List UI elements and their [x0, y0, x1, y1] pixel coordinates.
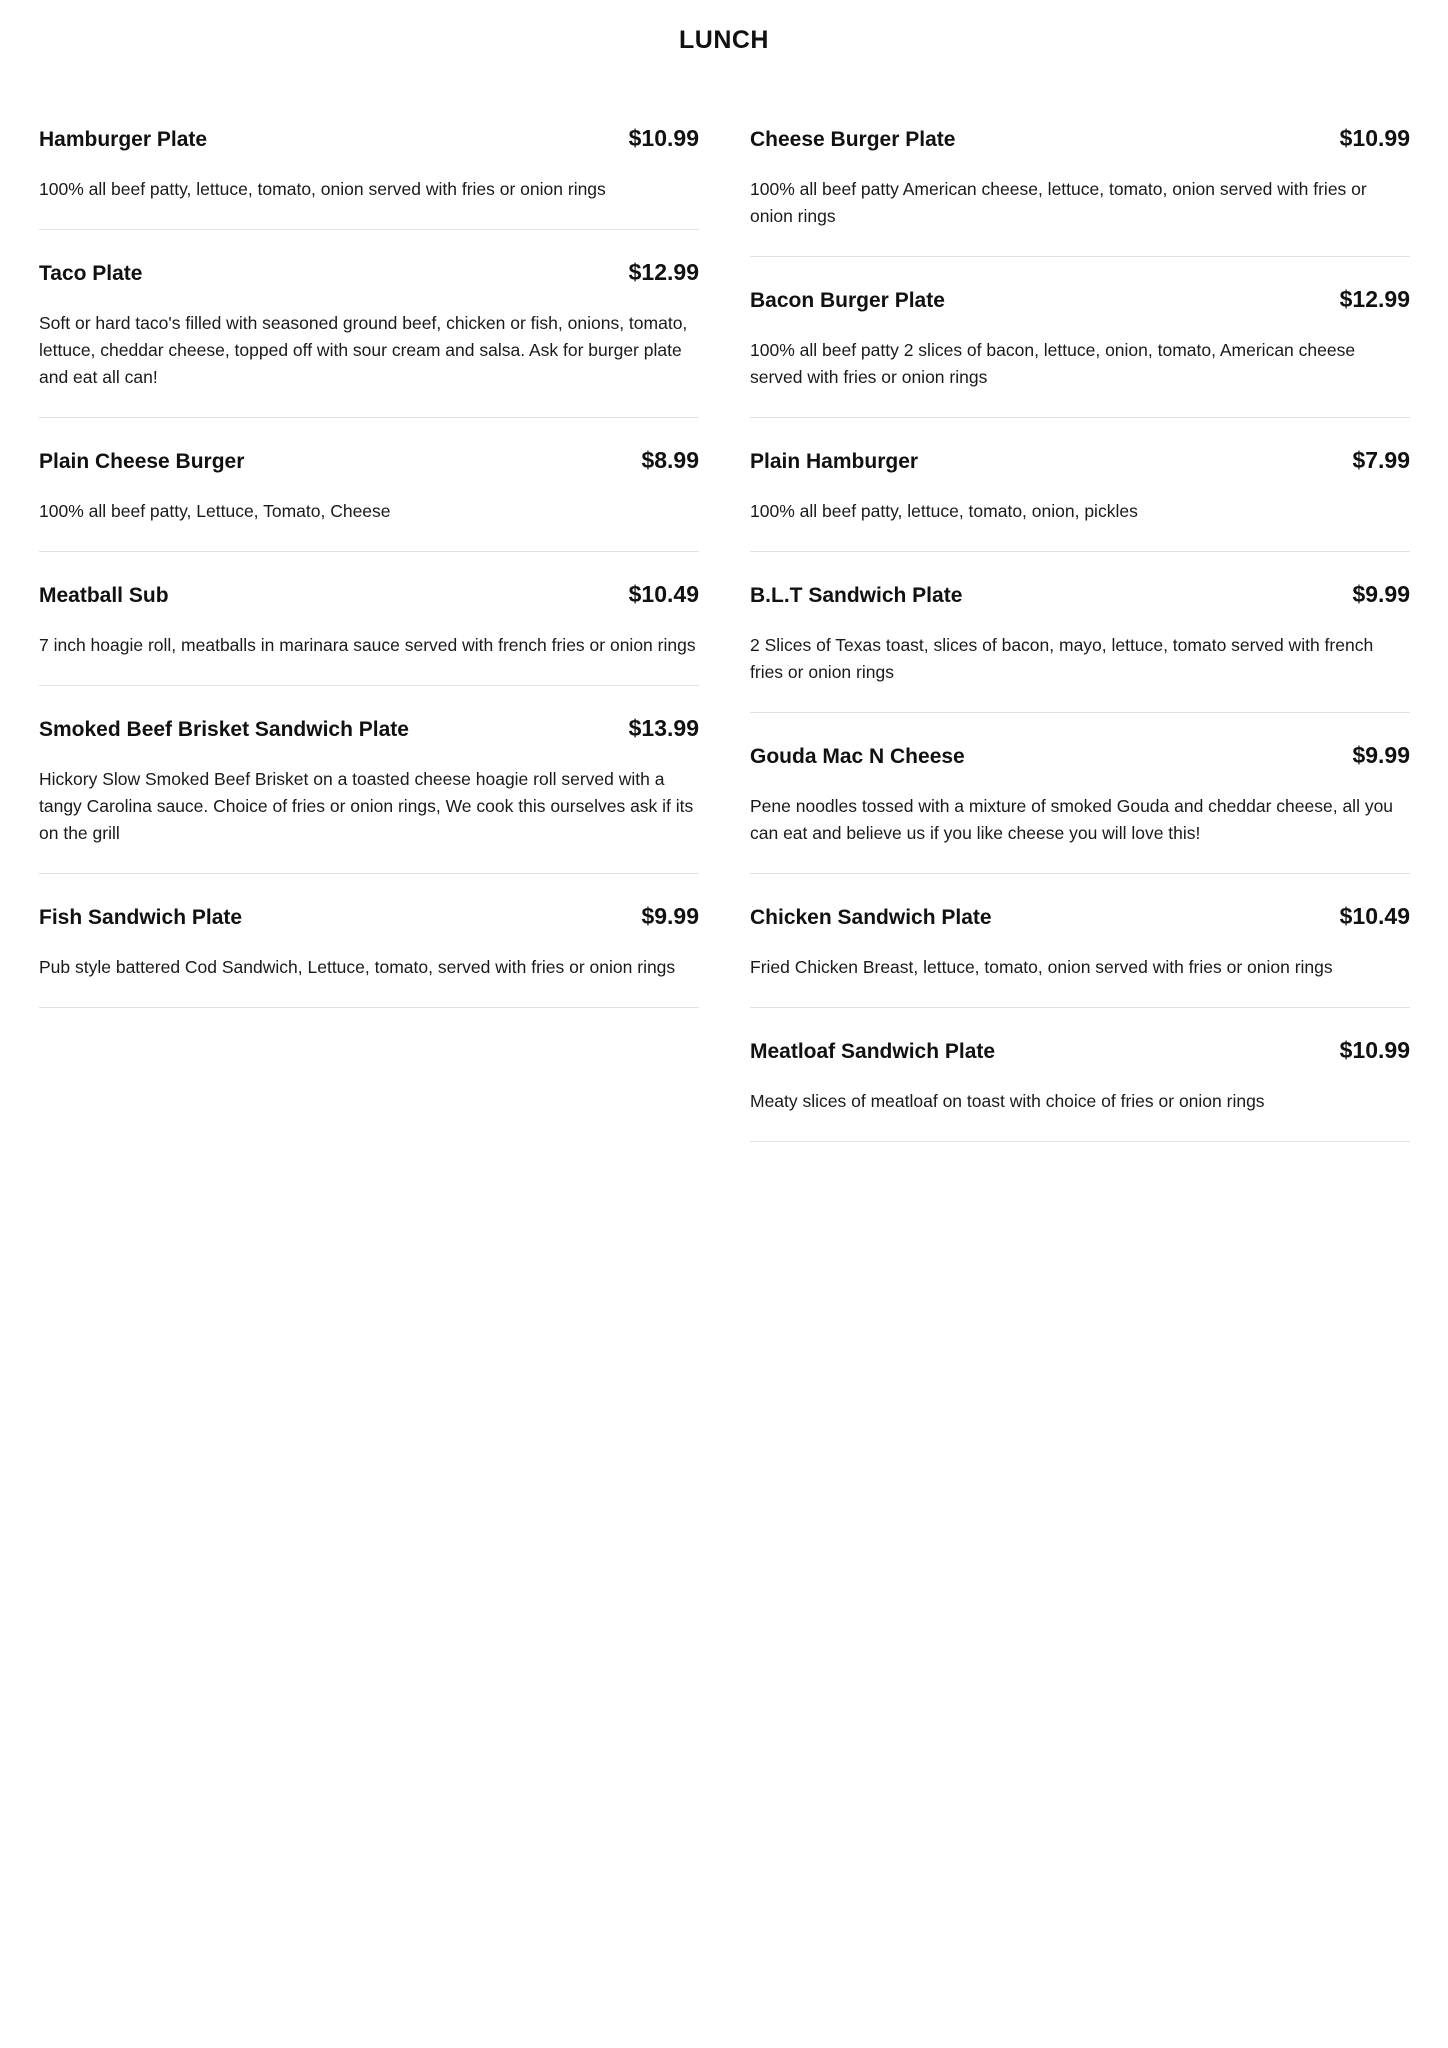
menu-item	[750, 1008, 1410, 1142]
menu-title: LUNCH	[679, 26, 769, 54]
menu-item-name: Meatloaf Sandwich Plate	[750, 1040, 996, 1063]
menu-item-price: $10.49	[628, 581, 699, 607]
menu-item	[39, 686, 699, 874]
menu-item-description: 100% all beef patty, lettuce, tomato, onion served with fries or onion rings	[39, 179, 606, 199]
menu-item-header	[750, 285, 1410, 315]
menu-item-price: $10.99	[1339, 1037, 1410, 1063]
menu-item-description: Meaty slices of meatloaf on toast with choice of fries or onion rings	[750, 1091, 1265, 1111]
menu-item-price: $10.99	[628, 125, 699, 151]
menu-column-left	[39, 96, 699, 1142]
menu-item-header	[39, 446, 699, 476]
menu-item-header	[750, 580, 1410, 610]
menu-item-name: Fish Sandwich Plate	[39, 906, 243, 929]
menu-item	[750, 713, 1410, 874]
menu-item-price: $12.99	[628, 259, 699, 285]
menu-item-name: Plain Cheese Burger	[39, 450, 245, 473]
menu-item-description: Pene noodles tossed with a mixture of smoked Gouda and cheddar cheese, all you can eat and believe us if you like cheese you will love this!	[750, 796, 1394, 843]
menu-item	[39, 552, 699, 686]
menu-item-description: Pub style battered Cod Sandwich, Lettuce, tomato, served with fries or onion rings	[39, 957, 676, 977]
menu-item	[39, 96, 699, 230]
menu-item-price: $10.49	[1339, 903, 1410, 929]
menu-item	[39, 230, 699, 418]
menu-item-name: Plain Hamburger	[750, 450, 919, 473]
menu-item-name: Chicken Sandwich Plate	[750, 906, 992, 929]
menu-item	[750, 96, 1410, 257]
menu-item	[750, 257, 1410, 418]
menu-item-price: $13.99	[628, 715, 699, 741]
menu-item-name: Meatball Sub	[39, 584, 169, 607]
menu-item-description: 2 Slices of Texas toast, slices of bacon, mayo, lettuce, tomato served with french fries or onion rings	[750, 635, 1374, 682]
menu-item	[750, 418, 1410, 552]
menu-item-name: Gouda Mac N Cheese	[750, 745, 965, 768]
menu-item-price: $8.99	[641, 447, 699, 473]
menu-item	[39, 874, 699, 1008]
menu-item-name: Hamburger Plate	[39, 128, 208, 151]
menu-item-header	[39, 580, 699, 610]
menu-item-header	[750, 446, 1410, 476]
menu-item-price: $12.99	[1339, 286, 1410, 312]
menu-item-price: $9.99	[641, 903, 699, 929]
menu-item-header	[39, 258, 699, 288]
menu-item-name: Smoked Beef Brisket Sandwich Plate	[39, 718, 409, 741]
menu-item-description: Fried Chicken Breast, lettuce, tomato, onion served with fries or onion rings	[750, 957, 1333, 977]
menu-item	[750, 874, 1410, 1008]
menu-item-name: Bacon Burger Plate	[750, 289, 945, 312]
menu-item-header	[39, 124, 699, 154]
menu-item-header	[750, 902, 1410, 932]
menu-item-header	[750, 124, 1410, 154]
menu-item-header	[750, 741, 1410, 771]
menu-item	[750, 552, 1410, 713]
menu-item-description: 100% all beef patty, Lettuce, Tomato, Cheese	[39, 501, 391, 521]
menu-item-description: Hickory Slow Smoked Beef Brisket on a toasted cheese hoagie roll served with a tangy Carolina sauce. Choice of fries or onion rings, We cook this ourselves ask if its on the grill	[39, 769, 694, 843]
menu-item-price: $7.99	[1352, 447, 1410, 473]
menu-item-description: 100% all beef patty 2 slices of bacon, lettuce, onion, tomato, American cheese served with fries or onion rings	[750, 340, 1356, 387]
menu-item-description: 100% all beef patty, lettuce, tomato, onion, pickles	[750, 501, 1138, 521]
menu-item-description: 7 inch hoagie roll, meatballs in marinara sauce served with french fries or onion rings	[39, 635, 696, 655]
menu-item-name: B.L.T Sandwich Plate	[750, 584, 963, 607]
menu-item-price: $9.99	[1352, 581, 1410, 607]
menu-item-header	[39, 902, 699, 932]
menu-item-description: 100% all beef patty American cheese, lettuce, tomato, onion served with fries or onion rings	[750, 179, 1367, 226]
menu-item-header	[750, 1036, 1410, 1066]
menu-item-price: $9.99	[1352, 742, 1410, 768]
menu-item-price: $10.99	[1339, 125, 1410, 151]
menu-item	[39, 418, 699, 552]
menu-column-right	[750, 96, 1410, 1142]
menu-item-description: Soft or hard taco's filled with seasoned ground beef, chicken or fish, onions, tomato, lettuce, cheddar cheese, topped off with sour cream and salsa. Ask for burger plate and eat all can!	[39, 313, 688, 387]
menu-item-name: Taco Plate	[39, 262, 143, 285]
menu-item-name: Cheese Burger Plate	[750, 128, 956, 151]
menu-columns	[39, 96, 1410, 1142]
menu-item-header	[39, 714, 699, 744]
